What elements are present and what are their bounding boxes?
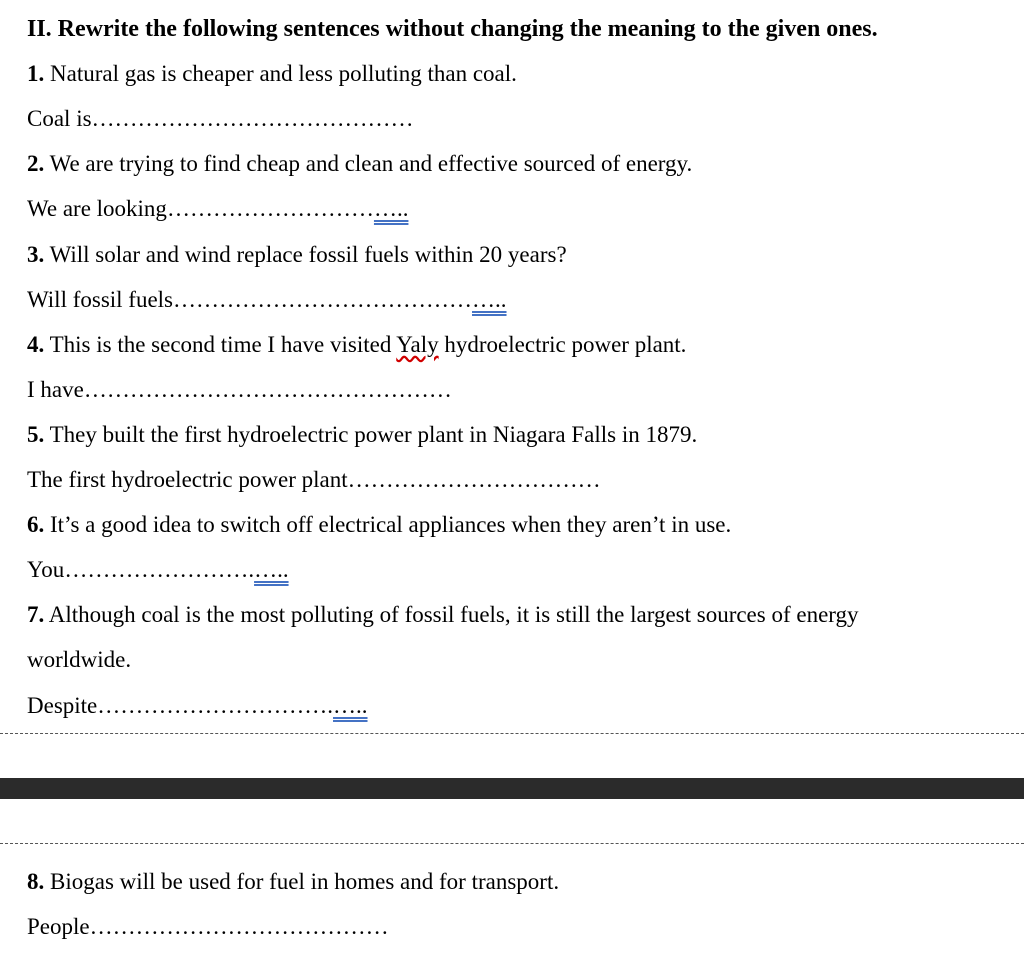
answer-prompt: We are looking xyxy=(27,196,167,221)
answer-dots[interactable]: ………………………………………… xyxy=(83,377,452,402)
question-text: Natural gas is cheaper and less polluting than coal. xyxy=(50,61,517,86)
answer-dots[interactable]: ……………………. xyxy=(64,557,255,582)
dashed-separator-top xyxy=(0,733,1024,734)
question-5 xyxy=(27,420,1004,450)
question-text-after: hydroelectric power plant. xyxy=(438,332,687,357)
question-8 xyxy=(27,867,1004,897)
question-number: 3. xyxy=(27,242,45,267)
question-text: Although coal is the most polluting of fossil fuels, it is still the largest sources of energy xyxy=(48,602,859,627)
answer-dots-tail[interactable]: ….. xyxy=(254,557,289,582)
answer-dots-tail[interactable]: ….. xyxy=(373,196,409,221)
answer-prompt: Coal is xyxy=(27,106,92,131)
answer-dots[interactable]: ………………………………… xyxy=(89,914,389,939)
question-number: 7. xyxy=(27,602,45,627)
answer-line-5[interactable] xyxy=(27,465,1004,495)
dashed-separator-bottom xyxy=(0,843,1024,844)
answer-dots[interactable]: …………………………… xyxy=(347,467,601,492)
answer-line-8[interactable] xyxy=(27,912,1004,942)
question-text: Biogas will be used for fuel in homes and for transport. xyxy=(50,869,560,894)
answer-dots-tail[interactable]: ….. xyxy=(472,287,507,312)
question-4 xyxy=(27,330,1004,360)
answer-prompt: I have xyxy=(27,377,84,402)
answer-line-3[interactable] xyxy=(27,285,1004,315)
answer-prompt: Despite xyxy=(27,693,98,718)
question-number: 2. xyxy=(27,151,45,176)
question-text: They built the first hydroelectric power plant in Niagara Falls in 1879. xyxy=(49,422,698,447)
section-heading: II. Rewrite the following sentences without changing the meaning to the given ones. xyxy=(27,16,878,42)
answer-dots[interactable]: ……………………… xyxy=(166,196,374,221)
question-3 xyxy=(27,240,1004,270)
question-7-continued xyxy=(27,645,1004,675)
answer-prompt: You xyxy=(27,557,65,582)
question-6 xyxy=(27,510,1004,540)
question-1 xyxy=(27,59,1004,89)
answer-line-7[interactable] xyxy=(27,691,1004,721)
answer-line-1[interactable] xyxy=(27,104,1004,134)
answer-dots[interactable]: ………………………………… xyxy=(173,287,473,312)
question-number: 8. xyxy=(27,869,45,894)
question-number: 1. xyxy=(27,61,45,86)
answer-dots[interactable]: …………………………………… xyxy=(91,106,414,131)
question-7 xyxy=(27,600,1004,630)
answer-line-4[interactable] xyxy=(27,375,1004,405)
spellcheck-flagged-word: Yaly xyxy=(396,332,439,357)
question-text: We are trying to find cheap and clean and effective sourced of energy. xyxy=(49,151,693,176)
answer-prompt: Will fossil fuels xyxy=(27,287,174,312)
page-break-band xyxy=(0,778,1024,799)
question-text: It’s a good idea to switch off electrical appliances when they aren’t in use. xyxy=(50,512,732,537)
answer-dots[interactable]: …………………………. xyxy=(97,693,334,718)
answer-line-6[interactable] xyxy=(27,555,1004,585)
question-number: 6. xyxy=(27,512,45,537)
question-2 xyxy=(27,149,1004,179)
answer-prompt: The first hydroelectric power plant xyxy=(27,467,348,492)
answer-prompt: People xyxy=(27,914,90,939)
question-text-continued: worldwide. xyxy=(27,647,132,672)
question-number: 4. xyxy=(27,332,45,357)
question-number: 5. xyxy=(27,422,45,447)
answer-line-2[interactable] xyxy=(27,194,1004,224)
question-text: Will solar and wind replace fossil fuels within 20 years? xyxy=(49,242,567,267)
answer-dots-tail[interactable]: ….. xyxy=(333,693,368,718)
question-text-before: This is the second time I have visited xyxy=(49,332,397,357)
